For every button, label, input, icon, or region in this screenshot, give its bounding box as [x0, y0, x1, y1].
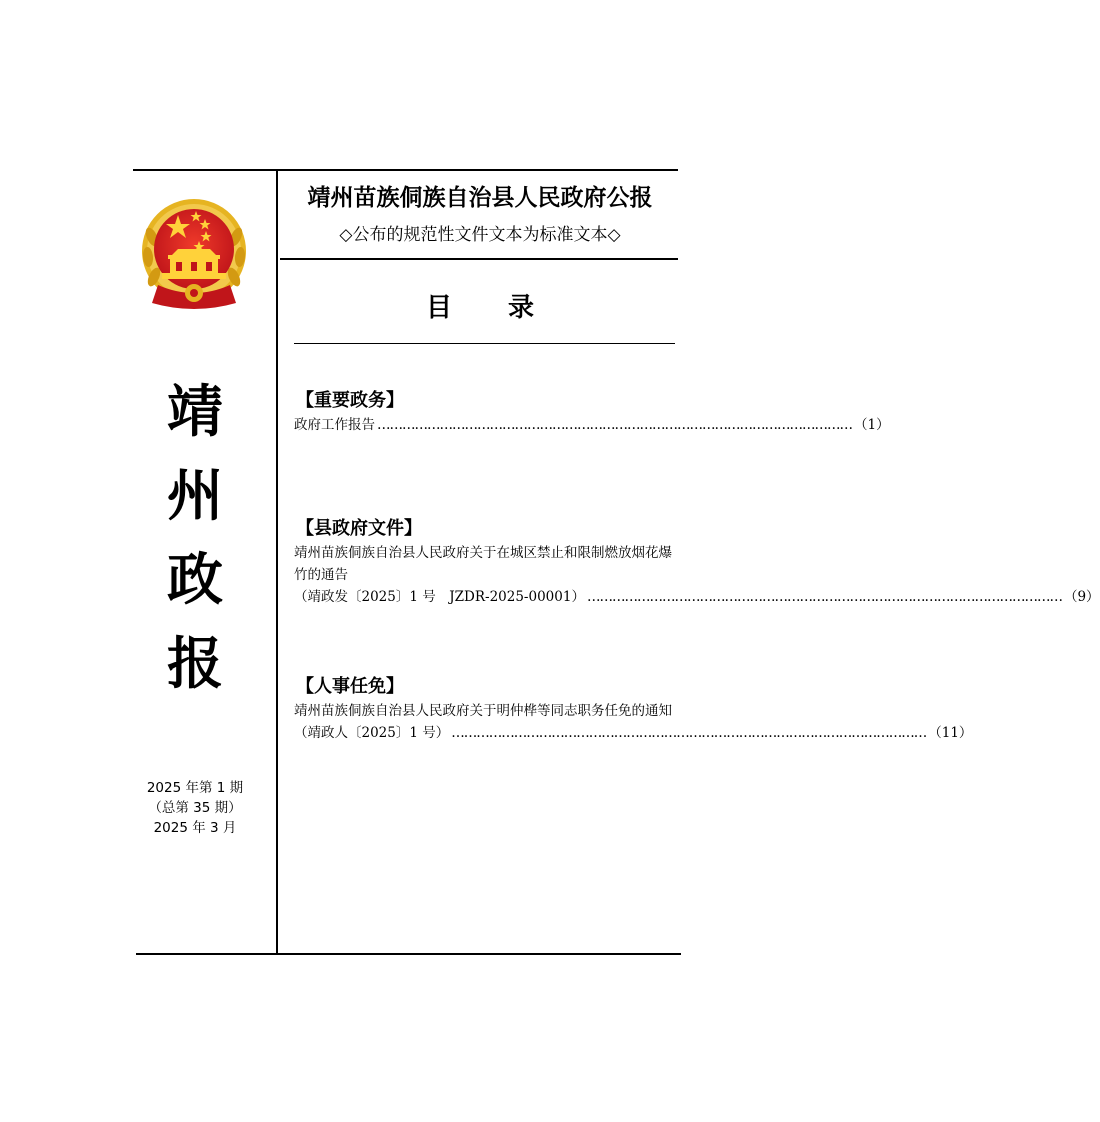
issue-total: （总第 35 期） — [148, 800, 242, 816]
masthead-char: 靖 — [167, 379, 223, 445]
toc-entry[interactable] — [294, 586, 1100, 608]
toc-entry[interactable] — [294, 414, 890, 436]
masthead — [140, 370, 250, 706]
toc-rule — [294, 343, 675, 344]
section-title: 【县政府文件】 — [296, 518, 422, 539]
bottom-rule — [136, 953, 681, 955]
gazette-title: 靖州苗族侗族自治县人民政府公报 — [307, 185, 653, 211]
issue-number: 2025 年第 1 期 — [146, 780, 244, 796]
issue-info — [130, 778, 260, 838]
vertical-divider — [276, 169, 278, 955]
issue-date: 2025 年 3 月 — [153, 820, 237, 836]
gazette-subtitle: ◇公布的规范性文件文本为标准文本◇ — [339, 225, 621, 245]
masthead-char: 政 — [167, 547, 223, 613]
section-title: 【人事任免】 — [296, 676, 404, 697]
section-title: 【重要政务】 — [296, 390, 404, 411]
masthead-char: 州 — [167, 463, 223, 529]
masthead-char: 报 — [167, 631, 223, 697]
entry-title[interactable]: 靖州苗族侗族自治县人民政府关于在城区禁止和限制燃放烟花爆竹的通告 — [294, 545, 672, 583]
entry-page: （11） — [928, 725, 973, 741]
toc-section — [294, 674, 973, 744]
leader-dots: …………………………………………………………………………………………………… — [451, 725, 927, 741]
entry-reference: （靖政发〔2025〕1 号 JZDR-2025-00001） — [294, 589, 585, 605]
entry-page: （1） — [854, 417, 890, 433]
toc-heading: 目录 — [425, 293, 590, 323]
entry-reference: （靖政人〔2025〕1 号） — [294, 725, 450, 741]
entry-page: （9） — [1063, 589, 1100, 605]
entry-reference: 政府工作报告 — [294, 417, 375, 433]
leader-dots: …………………………………………………………………………………………………… — [377, 417, 852, 433]
leader-dots: …………………………………………………………………………………………………… — [586, 589, 1062, 605]
toc-entry[interactable] — [294, 722, 973, 744]
toc-section — [294, 516, 1100, 608]
entry-title[interactable]: 靖州苗族侗族自治县人民政府关于明仲桦等同志职务任免的通知 — [294, 703, 672, 719]
top-rule — [133, 169, 678, 171]
header-rule — [280, 258, 678, 260]
national-emblem-icon — [138, 197, 250, 313]
toc-section — [294, 388, 890, 436]
